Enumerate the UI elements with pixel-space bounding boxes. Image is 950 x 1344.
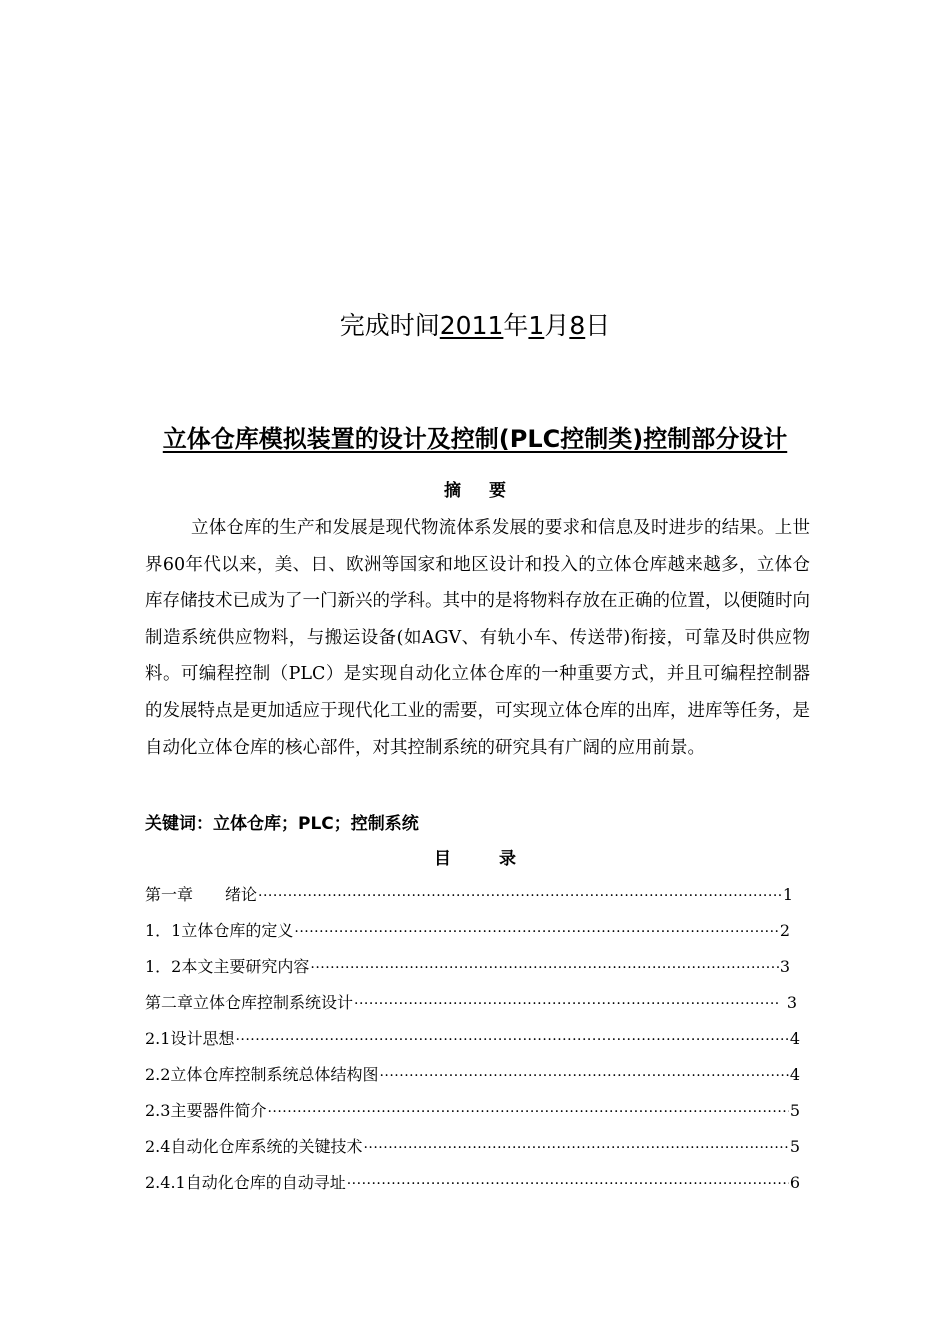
toc-leader — [310, 953, 778, 983]
toc-entry-page: 4 — [789, 1029, 800, 1048]
table-of-contents — [145, 880, 805, 1204]
toc-leader — [267, 1097, 788, 1127]
toc-leader — [363, 1133, 788, 1163]
toc-leader — [294, 917, 778, 947]
toc-entry — [145, 1024, 800, 1060]
completion-month-suffix: 月 — [544, 311, 570, 340]
toc-entry-label: 2.1设计思想 — [145, 1029, 235, 1048]
toc-entry-label: 第一章 绪论 — [145, 885, 258, 904]
document-title: 立体仓库模拟装置的设计及控制(PLC控制类)控制部分设计 — [162, 425, 788, 453]
toc-entry-label: 1．1立体仓库的定义 — [145, 921, 294, 940]
completion-month: 1 — [528, 311, 545, 340]
toc-entry-page: 4 — [789, 1065, 800, 1084]
toc-entry-label: 2.4自动化仓库系统的关键技术 — [145, 1137, 363, 1156]
toc-leader — [235, 1025, 788, 1055]
toc-entry — [145, 916, 790, 952]
toc-entry — [145, 1132, 800, 1168]
toc-heading: 目录 — [434, 849, 564, 869]
toc-leader — [379, 1061, 788, 1091]
toc-entry-page: 6 — [789, 1173, 800, 1192]
toc-entry-label: 2.2立体仓库控制系统总体结构图 — [145, 1065, 379, 1084]
toc-entry-label: 2.3主要器件简介 — [145, 1101, 267, 1120]
completion-date — [0, 308, 950, 344]
completion-day-suffix: 日 — [585, 311, 611, 340]
toc-leader — [354, 989, 781, 1019]
toc-entry — [145, 880, 793, 916]
toc-entry-label: 2.4.1自动化仓库的自动寻址 — [145, 1173, 346, 1192]
toc-entry — [145, 952, 790, 988]
completion-prefix: 完成时间 — [339, 311, 440, 340]
toc-entry-page: 3 — [781, 993, 797, 1012]
abstract-body: 立体仓库的生产和发展是现代物流体系发展的要求和信息及时进步的结果。上世界60年代以来，美、日、欧洲等国家和地区设计和投入的立体仓库越来越多，立体仓库存储技术已成为了一门新兴的学科。其中的是将物料存放在正确的位置，以便随时向制造系统供应物料，与搬运设备(如AGV、有轨小车、传送带)衔接，可靠及时供应物料。可编程控制（PLC）是实现自动化立体仓库的一种重要方式，并且可编程控制器的发展特点是更加适应于现代化工业的需要，可实现立体仓库的出库，进库等任务，是自动化立体仓库的核心部件，对其控制系统的研究具有广阔的应用前景。 — [145, 518, 810, 758]
toc-entry-page: 5 — [789, 1101, 800, 1120]
completion-year: 2011 — [439, 311, 504, 340]
toc-entry-page: 5 — [789, 1137, 800, 1156]
abstract-heading: 摘要 — [444, 481, 534, 501]
toc-entry-page: 2 — [779, 921, 790, 940]
completion-year-suffix: 年 — [503, 311, 529, 340]
toc-entry — [145, 1060, 800, 1096]
toc-entry — [145, 988, 797, 1024]
toc-entry-page: 1 — [782, 885, 793, 904]
completion-day: 8 — [569, 311, 586, 340]
toc-entry-page: 3 — [779, 957, 790, 976]
toc-entry — [145, 1168, 800, 1204]
toc-leader — [347, 1169, 789, 1199]
toc-leader — [258, 881, 782, 911]
toc-entry-label: 第二章立体仓库控制系统设计 — [145, 993, 354, 1012]
toc-entry — [145, 1096, 800, 1132]
keywords: 关键词：立体仓库；PLC；控制系统 — [145, 814, 419, 834]
toc-entry-label: 1．2本文主要研究内容 — [145, 957, 310, 976]
